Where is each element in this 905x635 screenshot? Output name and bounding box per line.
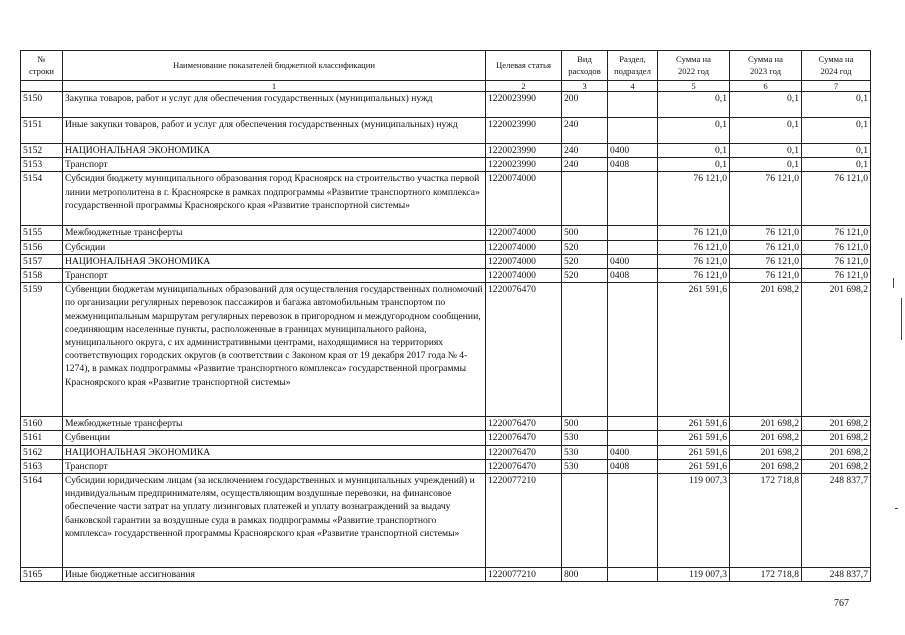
header-target-article: Целевая статья	[486, 51, 562, 81]
indicator-name: Иные бюджетные ассигнования	[63, 568, 486, 582]
amount-2023: 76 121,0	[730, 254, 802, 268]
table-row	[21, 269, 871, 283]
amount-2022: 261 591,6	[658, 417, 730, 431]
indicator-name: Закупка товаров, работ и услуг для обеспечения государственных (муниципальных) нужд	[63, 92, 486, 118]
indicator-name: Субсидия бюджету муниципального образования город Красноярск на строительство участка первой линии метрополитена в г. Красноярске в рамках подпрограммы «Развитие транспортного комплекса» государственной программы Красноярского края «Развитие транспортной системы»	[63, 172, 486, 226]
row-number: 5154	[21, 172, 63, 226]
expense-type	[562, 172, 608, 226]
amount-2023: 76 121,0	[730, 172, 802, 226]
amount-2024: 0,1	[802, 118, 871, 144]
section-code	[608, 92, 658, 118]
amount-2024: 201 698,2	[802, 445, 871, 459]
section-code	[608, 283, 658, 417]
scan-artifact	[895, 508, 898, 509]
indicator-name: Межбюджетные трансферты	[63, 417, 486, 431]
amount-2023: 201 698,2	[730, 445, 802, 459]
header-amount-2024: Сумма на 2024 год	[802, 51, 871, 81]
amount-2023: 76 121,0	[730, 240, 802, 254]
row-number: 5163	[21, 459, 63, 473]
amount-2023: 172 718,8	[730, 568, 802, 582]
indicator-name: Транспорт	[63, 459, 486, 473]
header-row-number: № строки	[21, 51, 63, 81]
column-number: 4	[608, 81, 658, 92]
row-number: 5151	[21, 118, 63, 144]
section-code: 0408	[608, 158, 658, 172]
header-amount-2022: Сумма на 2022 год	[658, 51, 730, 81]
table-row	[21, 92, 871, 118]
table-row	[21, 144, 871, 158]
column-number: 1	[63, 81, 486, 92]
header-section: Раздел, подраздел	[608, 51, 658, 81]
row-number: 5159	[21, 283, 63, 417]
section-code	[608, 226, 658, 240]
amount-2022: 261 591,6	[658, 431, 730, 445]
target-article: 1220074000	[486, 254, 562, 268]
amount-2022: 0,1	[658, 92, 730, 118]
page-number: 767	[834, 598, 849, 609]
table-row	[21, 474, 871, 568]
amount-2022: 261 591,6	[658, 445, 730, 459]
row-number: 5165	[21, 568, 63, 582]
amount-2024: 76 121,0	[802, 269, 871, 283]
row-number: 5156	[21, 240, 63, 254]
indicator-name: Транспорт	[63, 269, 486, 283]
budget-table	[20, 50, 871, 582]
amount-2024: 248 837,7	[802, 474, 871, 568]
section-code: 0400	[608, 445, 658, 459]
row-number: 5160	[21, 417, 63, 431]
table-row	[21, 158, 871, 172]
target-article: 1220074000	[486, 172, 562, 226]
expense-type: 520	[562, 240, 608, 254]
row-number: 5158	[21, 269, 63, 283]
table-header	[21, 51, 871, 92]
column-number	[21, 81, 63, 92]
amount-2023: 0,1	[730, 118, 802, 144]
amount-2022: 119 007,3	[658, 568, 730, 582]
indicator-name: Субсидии юридическим лицам (за исключением государственных и муниципальных учреждений) и индивидуальным предпринимателям, осуществляющим воздушные перевозки, на финансовое обеспечение части затрат на уплату лизинговых платежей и уплату вознаграждений за выдачу банковской гарантии за воздушные суда в рамках подпрограммы «Развитие транспортного комплекса» государственной программы Красноярского края «Развитие транспортной системы»	[63, 474, 486, 568]
table-row	[21, 118, 871, 144]
amount-2022: 76 121,0	[658, 269, 730, 283]
expense-type: 200	[562, 92, 608, 118]
indicator-name: НАЦИОНАЛЬНАЯ ЭКОНОМИКА	[63, 254, 486, 268]
row-number: 5150	[21, 92, 63, 118]
table-row	[21, 240, 871, 254]
amount-2022: 76 121,0	[658, 240, 730, 254]
expense-type: 500	[562, 417, 608, 431]
target-article: 1220076470	[486, 459, 562, 473]
table-row	[21, 172, 871, 226]
section-code: 0408	[608, 459, 658, 473]
expense-type: 520	[562, 254, 608, 268]
target-article: 1220023990	[486, 118, 562, 144]
target-article: 1220076470	[486, 431, 562, 445]
amount-2024: 76 121,0	[802, 240, 871, 254]
row-number: 5155	[21, 226, 63, 240]
table-row	[21, 431, 871, 445]
amount-2023: 201 698,2	[730, 283, 802, 417]
amount-2024: 0,1	[802, 144, 871, 158]
amount-2022: 76 121,0	[658, 172, 730, 226]
amount-2022: 0,1	[658, 144, 730, 158]
target-article: 1220074000	[486, 226, 562, 240]
column-number: 3	[562, 81, 608, 92]
target-article: 1220076470	[486, 283, 562, 417]
target-article: 1220074000	[486, 240, 562, 254]
target-article: 1220076470	[486, 417, 562, 431]
header-indicator-name: Наименование показателей бюджетной классификации	[63, 51, 486, 81]
expense-type: 500	[562, 226, 608, 240]
header-expense-type: Вид расходов	[562, 51, 608, 81]
expense-type	[562, 283, 608, 417]
column-number: 2	[486, 81, 562, 92]
indicator-name: Субсидии	[63, 240, 486, 254]
table-body	[21, 92, 871, 582]
section-code: 0400	[608, 144, 658, 158]
target-article: 1220074000	[486, 269, 562, 283]
amount-2024: 201 698,2	[802, 283, 871, 417]
indicator-name: Иные закупки товаров, работ и услуг для обеспечения государственных (муниципальных) нужд	[63, 118, 486, 144]
amount-2024: 76 121,0	[802, 172, 871, 226]
amount-2024: 201 698,2	[802, 431, 871, 445]
column-number-row	[21, 81, 871, 92]
amount-2023: 201 698,2	[730, 431, 802, 445]
target-article: 1220077210	[486, 568, 562, 582]
expense-type: 800	[562, 568, 608, 582]
amount-2023: 201 698,2	[730, 459, 802, 473]
section-code: 0408	[608, 269, 658, 283]
target-article: 1220076470	[486, 445, 562, 459]
amount-2024: 0,1	[802, 158, 871, 172]
expense-type: 240	[562, 144, 608, 158]
amount-2022: 261 591,6	[658, 459, 730, 473]
amount-2022: 261 591,6	[658, 283, 730, 417]
section-code	[608, 431, 658, 445]
amount-2024: 0,1	[802, 92, 871, 118]
amount-2023: 76 121,0	[730, 226, 802, 240]
indicator-name: Межбюджетные трансферты	[63, 226, 486, 240]
row-number: 5161	[21, 431, 63, 445]
expense-type: 520	[562, 269, 608, 283]
scan-artifact	[901, 298, 902, 340]
expense-type: 530	[562, 445, 608, 459]
indicator-name: Транспорт	[63, 158, 486, 172]
section-code	[608, 568, 658, 582]
amount-2022: 119 007,3	[658, 474, 730, 568]
indicator-name: НАЦИОНАЛЬНАЯ ЭКОНОМИКА	[63, 445, 486, 459]
row-number: 5157	[21, 254, 63, 268]
target-article: 1220077210	[486, 474, 562, 568]
scan-artifact	[893, 278, 894, 288]
amount-2022: 0,1	[658, 118, 730, 144]
amount-2023: 201 698,2	[730, 417, 802, 431]
row-number: 5152	[21, 144, 63, 158]
table-row	[21, 417, 871, 431]
indicator-name: НАЦИОНАЛЬНАЯ ЭКОНОМИКА	[63, 144, 486, 158]
expense-type: 240	[562, 118, 608, 144]
section-code	[608, 240, 658, 254]
amount-2024: 201 698,2	[802, 417, 871, 431]
table-row	[21, 459, 871, 473]
amount-2024: 201 698,2	[802, 459, 871, 473]
row-number: 5153	[21, 158, 63, 172]
header-amount-2023: Сумма на 2023 год	[730, 51, 802, 81]
section-code: 0400	[608, 254, 658, 268]
amount-2024: 248 837,7	[802, 568, 871, 582]
row-number: 5162	[21, 445, 63, 459]
indicator-name: Субвенции	[63, 431, 486, 445]
table-row	[21, 283, 871, 417]
table-row	[21, 568, 871, 582]
column-number: 5	[658, 81, 730, 92]
section-code	[608, 172, 658, 226]
table-row	[21, 254, 871, 268]
expense-type: 240	[562, 158, 608, 172]
indicator-name: Субвенции бюджетам муниципальных образований для осуществления государственных полномочий по организации регулярных перевозок пассажиров и багажа автомобильным транспортом по межмуниципальным маршрутам регулярных перевозок в пригородном и междугородном сообщении, соединяющим населенные пункты, расположенные в границах муниципального района, муниципального округа, с их административными центрами, находящимися на территориях соответствующих городских округов (в соответствии с Законом края от 19 декабря 2017 года № 4-1274), в рамках подпрограммы «Развитие транспортного комплекса» государственной программы Красноярского края «Развитие транспортной системы»	[63, 283, 486, 417]
amount-2024: 76 121,0	[802, 226, 871, 240]
expense-type: 530	[562, 459, 608, 473]
column-number: 7	[802, 81, 871, 92]
amount-2023: 0,1	[730, 92, 802, 118]
amount-2023: 76 121,0	[730, 269, 802, 283]
target-article: 1220023990	[486, 144, 562, 158]
table-row	[21, 445, 871, 459]
amount-2023: 172 718,8	[730, 474, 802, 568]
target-article: 1220023990	[486, 92, 562, 118]
amount-2024: 76 121,0	[802, 254, 871, 268]
amount-2023: 0,1	[730, 144, 802, 158]
column-number: 6	[730, 81, 802, 92]
row-number: 5164	[21, 474, 63, 568]
expense-type	[562, 474, 608, 568]
amount-2022: 76 121,0	[658, 254, 730, 268]
target-article: 1220023990	[486, 158, 562, 172]
section-code	[608, 118, 658, 144]
amount-2023: 0,1	[730, 158, 802, 172]
section-code	[608, 474, 658, 568]
amount-2022: 76 121,0	[658, 226, 730, 240]
expense-type: 530	[562, 431, 608, 445]
amount-2022: 0,1	[658, 158, 730, 172]
table-row	[21, 226, 871, 240]
section-code	[608, 417, 658, 431]
